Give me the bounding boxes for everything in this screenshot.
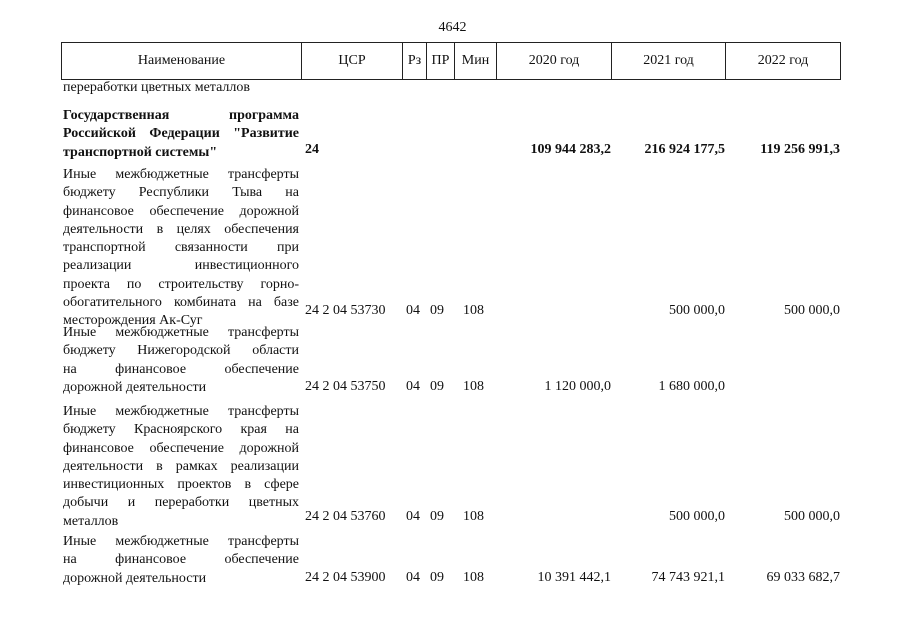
row-csr: 24 2 04 53760 (305, 509, 386, 524)
column-header-name: Наименование (62, 43, 302, 80)
row-name-line: транспортной связанности при (63, 240, 299, 256)
column-header-2021: 2021 год (612, 43, 726, 80)
row-name-line: бюджету Нижегородской области (63, 343, 299, 359)
row-pr: 09 (430, 303, 444, 318)
row-name-line: добычи и переработки цветных (63, 495, 299, 511)
row-name-line: Иные межбюджетные трансферты (63, 167, 299, 182)
row-name-line: на финансовое обеспечение (63, 552, 299, 568)
row-name (63, 166, 299, 331)
row-rz: 04 (406, 379, 420, 394)
row-name-line: транспортной системы" (63, 144, 218, 160)
row-2022: 69 033 682,7 (766, 570, 840, 585)
row-pr: 09 (430, 379, 444, 394)
row-name-line: Иные межбюджетные трансферты (63, 325, 299, 340)
row-2021: 1 680 000,0 (658, 379, 725, 394)
carryover-text: переработки цветных металлов (63, 80, 251, 95)
row-min: 108 (463, 303, 484, 318)
row-2022: 500 000,0 (784, 509, 840, 524)
row-name-line: финансовое обеспечение дорожной (63, 203, 299, 219)
column-header-2020: 2020 год (497, 43, 612, 80)
row-name-line: инвестиционных проектов в сфере (63, 477, 299, 493)
table-header (61, 42, 841, 80)
row-name-line: деятельности в целях обеспечения (63, 221, 299, 237)
row-name (63, 533, 299, 588)
row-csr: 24 2 04 53730 (305, 303, 386, 318)
column-header-2022: 2022 год (726, 43, 841, 80)
row-name-line: на финансовое обеспечение (63, 361, 299, 377)
row-min: 108 (463, 379, 484, 394)
row-name-line: Иные межбюджетные трансферты (63, 534, 299, 549)
column-header-min: Мин (455, 43, 497, 80)
row-2022: 500 000,0 (784, 303, 840, 318)
row-rz: 04 (406, 303, 420, 318)
page-number: 4642 (438, 20, 467, 35)
row-2020: 109 944 283,2 (530, 142, 611, 157)
row-2020: 1 120 000,0 (544, 379, 611, 394)
row-2021: 216 924 177,5 (644, 142, 725, 157)
row-name-line: Иные межбюджетные трансферты (63, 404, 299, 419)
row-name-line: дорожной деятельности (63, 379, 207, 395)
row-min: 108 (463, 570, 484, 585)
row-name-line: бюджету Красноярского края на (63, 422, 299, 438)
row-pr: 09 (430, 570, 444, 585)
row-csr: 24 2 04 53750 (305, 379, 386, 394)
column-header-csr: ЦСР (302, 43, 403, 80)
row-pr: 09 (430, 509, 444, 524)
row-name (63, 403, 299, 531)
row-name-line: деятельности в рамках реализации (63, 458, 299, 474)
row-name-line: обогатительного комбината на базе (63, 295, 299, 311)
row-name-line: Российской Федерации "Развитие (63, 126, 299, 142)
row-name (63, 324, 299, 397)
row-name-line: металлов (63, 513, 119, 529)
row-2022: 119 256 991,3 (760, 142, 840, 157)
row-name (63, 107, 299, 162)
row-name-line: финансовое обеспечение дорожной (63, 440, 299, 456)
row-min: 108 (463, 509, 484, 524)
row-name-line: реализации инвестиционного (63, 258, 299, 274)
row-2021: 74 743 921,1 (651, 570, 725, 585)
row-name-line: месторождения Ак-Суг (63, 313, 203, 329)
column-header-pr: ПР (427, 43, 455, 80)
row-rz: 04 (406, 570, 420, 585)
row-rz: 04 (406, 509, 420, 524)
row-name-line: проекта по строительству горно- (63, 276, 299, 292)
row-csr: 24 2 04 53900 (305, 570, 386, 585)
row-name-line: Государственная программа (63, 108, 299, 123)
row-name-line: бюджету Республики Тыва на (63, 185, 299, 201)
row-2020: 10 391 442,1 (537, 570, 611, 585)
row-2021: 500 000,0 (669, 509, 725, 524)
column-header-rz: Рз (403, 43, 427, 80)
row-2021: 500 000,0 (669, 303, 725, 318)
row-csr: 24 (305, 142, 319, 157)
row-name-line: дорожной деятельности (63, 570, 207, 586)
